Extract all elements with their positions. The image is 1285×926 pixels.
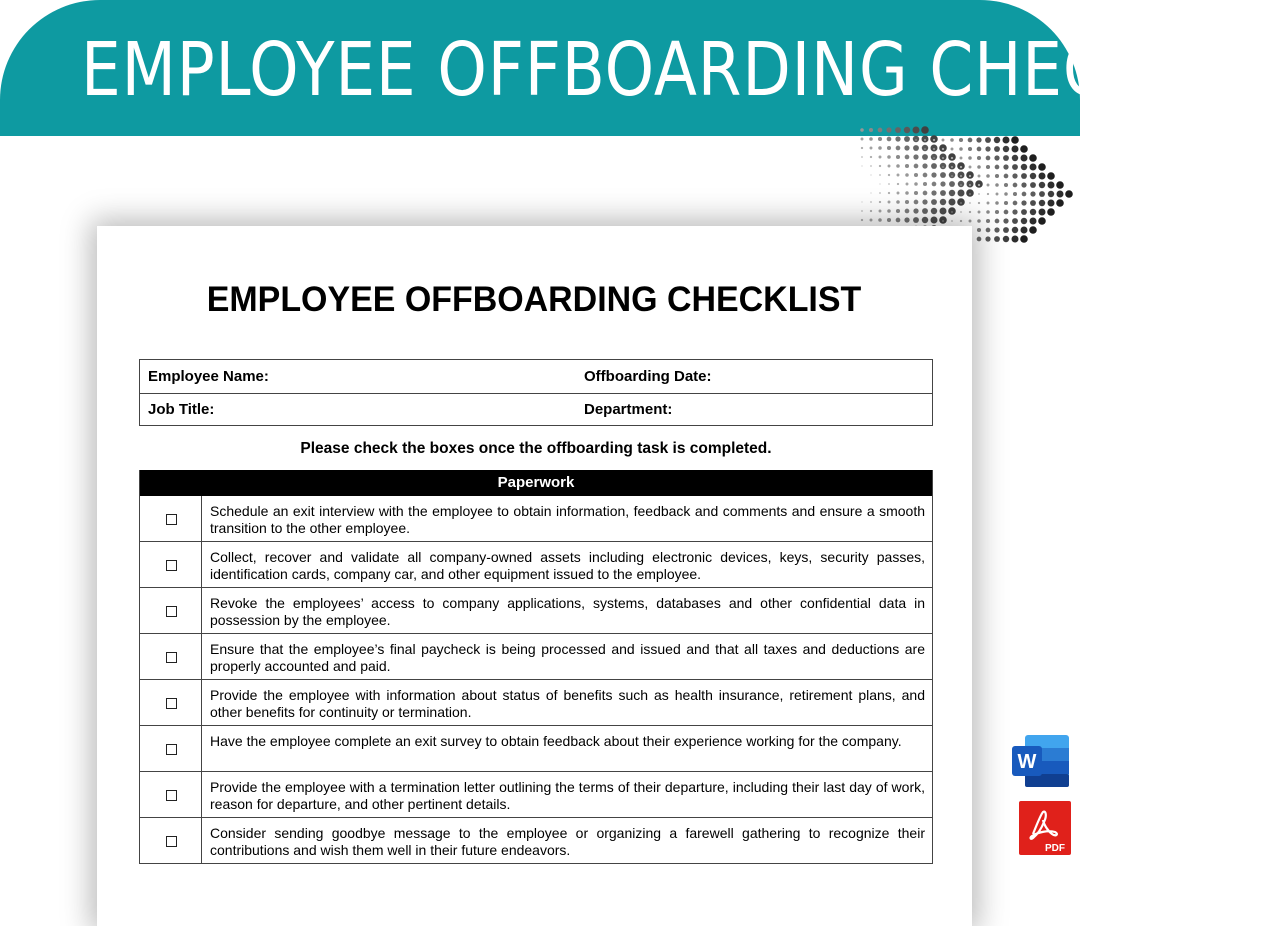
pdf-file-icon bbox=[1011, 800, 1071, 856]
checkbox-cell bbox=[140, 496, 202, 541]
checkbox-cell bbox=[140, 542, 202, 587]
checkbox-cell bbox=[140, 634, 202, 679]
offboarding-date-field[interactable]: Offboarding Date: bbox=[584, 368, 712, 385]
checkbox-cell bbox=[140, 588, 202, 633]
task-row bbox=[140, 818, 932, 864]
employee-name-field[interactable]: Employee Name: bbox=[148, 368, 269, 385]
task-text: Consider sending goodbye message to the employee or organizing a farewell gathering to recognize their contributions and wish them well in their future endeavors. bbox=[210, 825, 925, 858]
department-field[interactable]: Department: bbox=[584, 401, 673, 418]
task-checkbox[interactable] bbox=[166, 744, 177, 755]
word-icon-letter: W bbox=[1017, 751, 1037, 773]
section-header-paperwork: Paperwork bbox=[140, 470, 932, 496]
word-file-icon bbox=[1011, 733, 1071, 789]
task-checkbox[interactable] bbox=[166, 606, 177, 617]
info-row bbox=[140, 360, 932, 394]
task-text: Schedule an exit interview with the employee to obtain information, feedback and comments and ensure a smooth transition to the other employee. bbox=[210, 503, 925, 536]
task-row bbox=[140, 772, 932, 818]
task-text: Revoke the employees’ access to company applications, systems, databases and other confidential data in possession by the employee. bbox=[210, 595, 925, 628]
task-text: Have the employee complete an exit survey to obtain feedback about their experience working for the company. bbox=[210, 733, 902, 749]
checkbox-cell bbox=[140, 818, 202, 863]
checkbox-cell bbox=[140, 772, 202, 817]
task-row bbox=[140, 542, 932, 588]
checkbox-cell bbox=[140, 726, 202, 771]
banner-title: EMPLOYEE OFFBOARDING CHECKLIST bbox=[81, 27, 1285, 113]
task-rows bbox=[140, 496, 932, 864]
task-row bbox=[140, 680, 932, 726]
task-checkbox[interactable] bbox=[166, 652, 177, 663]
employee-info-table bbox=[139, 359, 933, 426]
task-text: Provide the employee with a termination letter outlining the terms of their departure, including their last day of work, reason for departure, and other pertinent details. bbox=[210, 779, 925, 812]
checkbox-cell bbox=[140, 680, 202, 725]
task-checkbox[interactable] bbox=[166, 560, 177, 571]
job-title-field[interactable]: Job Title: bbox=[148, 401, 215, 418]
task-row bbox=[140, 588, 932, 634]
task-checkbox[interactable] bbox=[166, 836, 177, 847]
info-row bbox=[140, 393, 932, 426]
task-checkbox[interactable] bbox=[166, 698, 177, 709]
task-text: Provide the employee with information about status of benefits such as health insurance, retirement plans, and other benefits for continuity or termination. bbox=[210, 687, 925, 720]
task-text: Collect, recover and validate all company-owned assets including electronic devices, keys, security passes, identification cards, company car, and other equipment issued to the employee. bbox=[210, 549, 925, 582]
task-table bbox=[139, 470, 933, 864]
pdf-icon-label: PDF bbox=[1045, 843, 1065, 854]
task-row bbox=[140, 634, 932, 680]
task-checkbox[interactable] bbox=[166, 790, 177, 801]
task-text: Ensure that the employee’s final paycheck is being processed and issued and that all taxes and deductions are properly accounted and paid. bbox=[210, 641, 925, 674]
document-title: EMPLOYEE OFFBOARDING CHECKLIST bbox=[206, 280, 862, 319]
task-row bbox=[140, 726, 932, 772]
task-row bbox=[140, 496, 932, 542]
instruction-text: Please check the boxes once the offboarding task is completed. bbox=[300, 440, 772, 457]
task-checkbox[interactable] bbox=[166, 514, 177, 525]
